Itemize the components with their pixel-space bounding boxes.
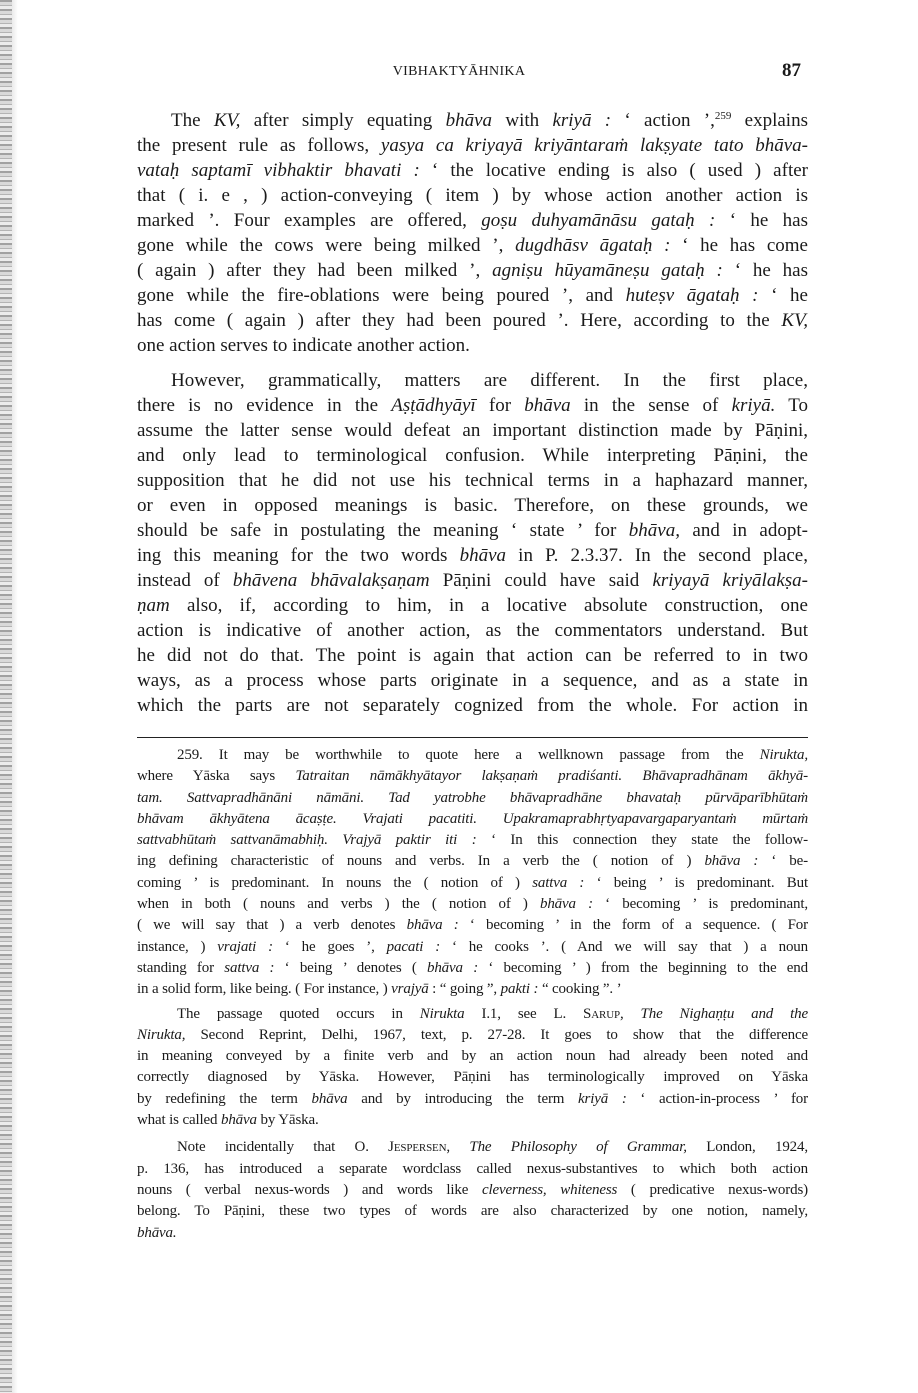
text-run: London, 1924, [686,1139,808,1156]
text-run: ‘ becoming ’ ) from the beginning to the end [478,959,808,976]
text-line [137,1025,808,1046]
text-run: ‘ he has come [670,235,808,256]
scan-edge-shadow [0,0,12,1393]
italic-term: bhāva [445,110,493,131]
text-line [137,133,808,158]
text-run: by redefining the term [137,1090,312,1107]
text-line [137,915,808,936]
italic-term: bhāva : [426,959,479,976]
text-run: ‘ being ’ is predominant. But [584,874,808,891]
text-line [137,1089,808,1110]
italic-term: The Nighaṇṭu and the [640,1005,808,1022]
body-text [137,108,808,718]
italic-term: vataḥ saptamī vibhaktir bhavati : [137,160,420,181]
italic-term: goṣu duhyamānāsu gataḥ : [481,210,716,231]
text-run: coming ’ is predominant. In nouns the ( notion of ) [137,874,533,891]
text-run: ‘ action-in-process ’ for [626,1090,808,1107]
text-run: and only lead to terminological confusion. While interpreting Pāṇini, the [137,445,808,466]
text-line [137,766,808,787]
italic-term: Nirukta, [759,747,808,763]
italic-term: bhāva. [137,1224,177,1241]
text-line [137,745,808,766]
text-line [137,368,808,393]
footnotes [137,745,808,1244]
text-run: Pāṇini could have said [429,570,653,591]
text-line [137,593,808,618]
text-run: in meaning conveyed by a finite verb and by an action noun had already been noted and [137,1048,808,1065]
text-run: after simply equating [240,110,446,131]
text-run: and by introducing the term [347,1090,579,1107]
italic-term: bhāvam ākhyātena ācaṣṭe. Vrajati pacatiti. Upakramaprabhṛtyapavargaparyantaṁ mūrtaṁ [137,810,808,827]
italic-term: sattva : [532,874,585,891]
text-run: action is indicative of another action, as the commentators understand. But [137,620,808,641]
italic-term: cleverness, whiteness [481,1181,618,1198]
text-run: for [475,395,525,416]
text-run: ( again ) after they had been milked ’, [137,260,493,281]
italic-term: pakti : [500,981,539,998]
text-line [137,393,808,418]
author-name: Jespersen, [388,1139,451,1156]
text-run: instead of [137,570,233,591]
text-line [137,851,808,872]
text-run: ‘ becoming ’ is predominant, [592,896,808,913]
text-line [137,873,808,894]
text-run: 259. It may be worthwhile to quote here a wellknown passage from the [177,747,760,763]
text-run: ‘ In this connection they state the follow- [476,832,809,849]
italic-term: agniṣu hūyamāneṣu gataḥ : [492,260,723,281]
text-line [137,108,808,133]
text-line [137,1110,808,1131]
italic-term: The Philosophy of Grammar, [469,1139,687,1156]
text-run: ‘ the locative ending is also ( used ) after [419,160,808,181]
text-line [137,894,808,915]
text-run: in P. 2.3.37. In the second place, [506,545,808,566]
text-run: explains [731,110,808,131]
text-run: also, if, according to him, in a locative absolute construction, one [169,595,808,616]
italic-term: tam. Sattvapradhānāni nāmāni. Tad yatrobhe bhāvapradhāne bhavataḥ pūrvāparībhūtaṁ [137,789,808,806]
italic-term: yasya ca kriyayā kriyāntaraṁ lakṣyate tato bhāva- [380,135,808,156]
italic-term: bhāva : [406,917,459,934]
italic-term: kriyayā kriyālakṣa- [652,570,808,591]
text-line [137,937,808,958]
text-run: The passage quoted occurs in [177,1005,420,1022]
text-run: or even in opposed meanings is basic. Therefore, on these grounds, we [137,495,808,516]
text-run: ‘ he goes ’, [272,938,387,955]
text-line [137,443,808,468]
text-line [137,568,808,593]
text-line [137,693,808,718]
italic-term: vrajati : [217,938,273,955]
page-number: 87 [782,60,801,81]
text-run: The [171,110,214,131]
text-run: has come ( again ) after they had been poured ’. Here, according to the [137,310,782,331]
text-line [137,788,808,809]
text-line [137,258,808,283]
text-run: ‘ being ’ denotes ( [274,959,427,976]
text-line [137,830,808,851]
text-run: that ( i. e , ) action-conveying ( item ) by whose action another action is [137,185,808,206]
text-run: I.1, see L. [464,1005,584,1022]
italic-term: sattva : [224,959,275,976]
text-line [137,333,808,358]
text-run: and in adopt- [679,520,808,541]
text-run: “ cooking ”. ’ [538,981,622,998]
text-line [137,308,808,333]
text-run: ( we will say that ) a verb denotes [137,917,407,934]
italic-term: Nirukta [419,1005,465,1022]
text-line [137,618,808,643]
italic-term: bhāva : [539,896,593,913]
text-run: ‘ he cooks ’. ( And we will say that ) a noun [440,938,809,955]
italic-term: kriyā. [731,395,776,416]
text-line [137,1046,808,1067]
italic-term: KV, [213,110,241,131]
footnote-reference: 259 [714,110,732,122]
footnote-paragraph-3 [137,1137,808,1243]
running-title: VIBHAKTYĀHNIKA [392,64,526,79]
italic-term: Nirukta, [137,1026,186,1043]
text-line [137,418,808,443]
text-line [137,543,808,568]
text-run: nouns ( verbal nexus-words ) and words like [137,1181,482,1198]
text-run: where Yāska says [137,768,296,785]
text-run: with [492,110,553,131]
italic-term: Tatraitan nāmākhyātayor lakṣaṇaṁ pradiśanti. Bhāvapradhānam ākhyā- [295,768,808,785]
italic-term: Aṣṭādhyāyī [391,395,476,416]
text-run: when in both ( nouns and verbs ) the ( notion of ) [137,896,540,913]
text-run: ‘ he has [722,260,808,281]
text-line [137,208,808,233]
text-line [137,1180,808,1201]
italic-term: bhāva [220,1112,257,1129]
text-run: what is called [137,1112,221,1129]
text-run [624,1006,641,1022]
text-line [137,283,808,308]
text-run: : “ going ”, [428,981,501,998]
text-run: Note incidentally that O. [177,1139,389,1156]
text-line [137,809,808,830]
text-run: ing this meaning for the two words [137,545,460,566]
text-run: there is no evidence in the [137,395,392,416]
text-run: p. 136, has introduced a separate wordclass called nexus-substantives to which both action [137,1160,808,1177]
italic-term: bhāva, [628,520,680,541]
italic-term: bhāva [311,1090,348,1107]
text-run: ‘ be- [758,853,809,870]
text-run: instance, ) [137,938,218,955]
text-line [137,493,808,518]
italic-term: bhāva : [704,853,759,870]
italic-term: huteṣv āgataḥ : [625,285,759,306]
text-line [137,1137,808,1158]
text-line [137,233,808,258]
author-name: Sarup, [583,1005,624,1022]
text-run: ways, as a process whose parts originate in a sequence, and as a state in [137,670,808,691]
text-line [137,1201,808,1222]
text-line [137,668,808,693]
text-run [450,1139,469,1155]
italic-term: pacati : [386,938,441,955]
text-line [137,958,808,979]
text-run: ( predicative nexus-words) [617,1181,808,1198]
body-paragraph-1 [137,108,808,358]
italic-term: bhāvena bhāvalakṣaṇam [232,570,430,591]
italic-term: bhāva [459,545,507,566]
text-run: supposition that he did not use his technical terms in a haphazard manner, [137,470,808,491]
text-run: should be safe in postulating the meaning ‘ state ’ for [137,520,629,541]
footnote-259 [137,745,808,1001]
text-run: gone while the fire-oblations were being poured ’, and [137,285,626,306]
text-run: However, grammatically, matters are different. In the first place, [171,370,808,391]
text-run: the present rule as follows, [137,135,381,156]
text-run: assume the latter sense would defeat an important distinction made by Pāṇini, [137,420,808,441]
text-line [137,183,808,208]
text-run: marked ’. Four examples are offered, [137,210,482,231]
italic-term: ṇam [137,595,170,616]
italic-term: kriyā : [578,1090,627,1107]
text-run: one action serves to indicate another action. [137,335,470,356]
text-line [137,518,808,543]
text-run: by Yāska. [256,1112,319,1129]
text-run: Second Reprint, Delhi, 1967, text, p. 27-28. It goes to show that the difference [185,1026,808,1043]
text-line [137,979,808,1000]
text-line [137,1067,808,1088]
text-run: belong. To Pāṇini, these two types of words are also characterized by one notion, namely, [137,1203,808,1220]
text-line [137,643,808,668]
text-line [137,1004,808,1025]
text-run: which the parts are not separately cognized from the whole. For action in [137,695,808,716]
text-run: he did not do that. The point is again that action can be referred to in two [137,645,808,666]
italic-term: sattvabhūtaṁ sattvanāmabhiḥ. Vrajyā paktir iti : [137,832,477,849]
italic-term: vrajyā [391,981,429,998]
text-run: correctly diagnosed by Yāska. However, Pāṇini has terminologically improved on Yāska [137,1069,808,1086]
text-run: ‘ he [758,285,808,306]
text-run: ‘ becoming ’ in the form of a sequence. ( For [458,917,809,934]
italic-term: bhāva [524,395,571,416]
italic-term: dugdhāsv āgataḥ : [515,235,671,256]
text-run: in a solid form, like being. ( For instance, ) [137,981,392,998]
text-line [137,1159,808,1180]
footnote-paragraph-2 [137,1004,808,1132]
text-run: in the sense of [570,395,732,416]
text-run: standing for [137,959,225,976]
body-paragraph-2 [137,368,808,718]
italic-term: KV, [781,310,808,331]
footnote-separator-rule [137,737,808,738]
text-run: ‘ he has [715,210,808,231]
text-run: ‘ action ’, [611,110,715,131]
text-run: To [775,395,808,416]
text-line [137,468,808,493]
italic-term: kriyā : [552,110,612,131]
text-line [137,158,808,183]
text-run: gone while the cows were being milked ’, [137,235,516,256]
text-run: ing defining characteristic of nouns and verbs. In a verb the ( notion of ) [137,853,705,870]
text-line [137,1223,808,1244]
